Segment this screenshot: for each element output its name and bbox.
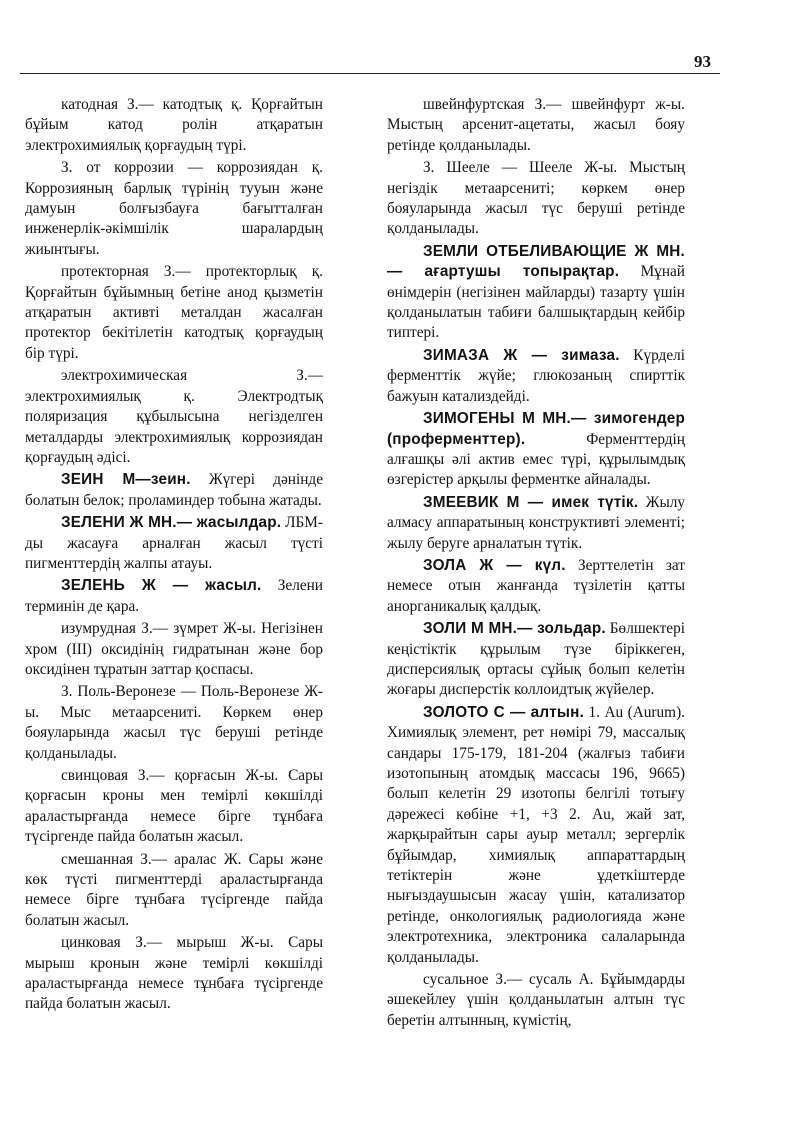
subentry: цинковая З.— мырыш Ж-ы. Сары мырыш кронын және темірлі көкшілді араластырғанда немесе тұнбаға түсіргенде пайда болатын жасыл. — [25, 934, 323, 1013]
entry-headword: ЗЕИН М—зеин. — [61, 471, 191, 489]
subentry: свинцовая З.— қорғасын Ж-ы. Сары қорғасын кроны мен темірлі көкшілді араластырғанда немесе бірге тұнбаға түсіргенде пайда болатын жасыл. — [25, 767, 323, 846]
page-number: 93 — [694, 52, 711, 71]
entry-headword: ЗЕЛЕНИ Ж МН.— жасылдар. — [61, 514, 282, 532]
subentry: З. Шееле — Шееле Ж-ы. Мыстың негіздік метаарсениті; көркем өнер бояуларында жасыл түс беруші ретінде қолданылады. — [387, 159, 685, 238]
entry-definition: Зерттелетін зат немесе отын жанғанда түзілетін қатты анорганикалық қалдық. — [387, 556, 685, 615]
subentry: катодная З.— катодтық қ. Қорғайтын бұйым катод ролін атқаратын электрохимиялық қорғаудың түрі. — [25, 96, 323, 154]
entry-headword: ЗЕЛЕНЬ Ж — жасыл. — [61, 577, 262, 595]
entry-definition: Жылу алмасу аппаратының конструктивті элементі; жылу беруге арналатын түтік. — [387, 493, 686, 552]
dictionary-entry — [387, 703, 685, 968]
entry-definition: Бөлшектері кеңістіктік құрылым түзе біріккеген, дисперсиялық ортасы сұйық болып келетін жоғары дисперстік коллоидтық жүйелер. — [387, 620, 685, 699]
entry-headword: ЗЕМЛИ ОТБЕЛИВАЮЩИЕ Ж МН.— ағартушы топырақтар. — [387, 242, 685, 281]
entry-definition: Күрделі ферменттік жүйе; глюкозаның спирттік бажуын катализдейді. — [387, 346, 685, 405]
dictionary-entry — [387, 346, 685, 407]
header-rule — [20, 73, 720, 74]
dictionary-entry — [25, 470, 323, 511]
subentry: смешанная З.— аралас Ж. Сары және көк түсті пигменттерді араластырғанда немесе бірге тұнбаға түсіргенде пайда болатын жасыл. — [25, 850, 323, 929]
subentry: З. Поль-Веронезе — Поль-Веронезе Ж-ы. Мыс метаарсениті. Көркем өнер бояуларында жасыл түс беруші ретінде қолданылады. — [25, 683, 323, 762]
subentry: З. от коррозии — коррозиядан қ. Коррозияның барлық түрінің тууын және дамуын болғызбауға бағытталған инженерлік-әкімшілік шаралардың жиынтығы. — [25, 159, 323, 258]
dictionary-entry — [387, 619, 685, 701]
entry-headword: ЗИМОГЕНЫ М МН.— зимогендер (проферменттер). — [387, 410, 685, 448]
dictionary-entry — [387, 409, 685, 491]
entry-headword: ЗОЛА Ж — күл. — [423, 556, 566, 574]
left-column — [25, 95, 323, 1017]
dictionary-entry — [25, 513, 323, 574]
entry-definition: ЛБМ-ды жасауға арналған жасыл түсті пигменттердің жалпы атауы. — [25, 514, 323, 572]
dictionary-entry — [25, 576, 323, 617]
subentry: сусальное З.— сусаль А. Бұйымдарды әшекейлеу үшін қолданылатын алтын түс беретін алтынның, күмістің, — [387, 971, 685, 1029]
entry-definition: Жүгері дәнінде болатын белок; проламиндер тобына жатады. — [25, 471, 323, 509]
entry-definition: Ферменттердің алғашқы әлі актив емес түрі, құрылымдық өзгерістер арқылы ферментке айналады. — [387, 430, 685, 489]
dictionary-entry — [387, 242, 685, 344]
dictionary-entry — [387, 556, 685, 617]
dictionary-entry — [387, 493, 685, 554]
entry-headword: ЗОЛОТО С — алтын. — [423, 703, 585, 721]
entry-definition: Мұнай өнімдерін (негізінен майларды) тазарту үшін қолданылатын табиғи балшықтардың кейбір типтері. — [387, 263, 685, 342]
entry-headword: ЗОЛИ М МН.— зольдар. — [423, 620, 606, 638]
subentry: изумрудная З.— зүмрет Ж-ы. Негізінен хром (III) оксидінің гидратынан және бор оксидінен тұратын заттар қоспасы. — [25, 620, 323, 678]
entry-definition: Зелени терминін де қара. — [25, 577, 323, 615]
subentry: протекторная З.— протекторлық қ. Қорғайтын бұйымның бетіне анод қызметін атқаратын активті металдан жасалған протектор бекітілетін катодтық қорғаудың бір түрі. — [25, 263, 323, 362]
entry-headword: ЗИМАЗА Ж — зимаза. — [423, 346, 620, 364]
subentry: электрохимическая З.— электрохимиялық қ. Электродтық поляризация құбылысына негізделген металдарды электрохимиялық коррозиядан қорғаудың әдісі. — [25, 367, 323, 466]
entry-definition: 1. Au (Aurum). Химиялық элемент, рет нөмірі 79, массалық сандары 175-179, 181-204 (жалғыз табиғи изотопының атомдық массасы 196, 9665) болып келетін 29 изотопы белгілі тотығу дәрежесі көбіне +1, +3 2. Au, жай зат, жарқырайтын сары ауыр металл; зергерлік бұйымдар, химиялық аппараттардың тетіктерін және ұдеткіштерде нығыздаушысын жасау үшін, катализатор ретінде, онкологиялық радиологияда және электротехника, электроника салаларында қолданылады. — [387, 703, 685, 966]
right-column — [387, 95, 685, 1033]
entry-headword: ЗМЕЕВИК М — имек түтік. — [423, 493, 639, 511]
subentry: швейнфуртская З.— швейнфурт ж-ы. Мыстың арсенит-ацетаты, жасыл бояу ретінде қолданылады. — [387, 96, 685, 154]
